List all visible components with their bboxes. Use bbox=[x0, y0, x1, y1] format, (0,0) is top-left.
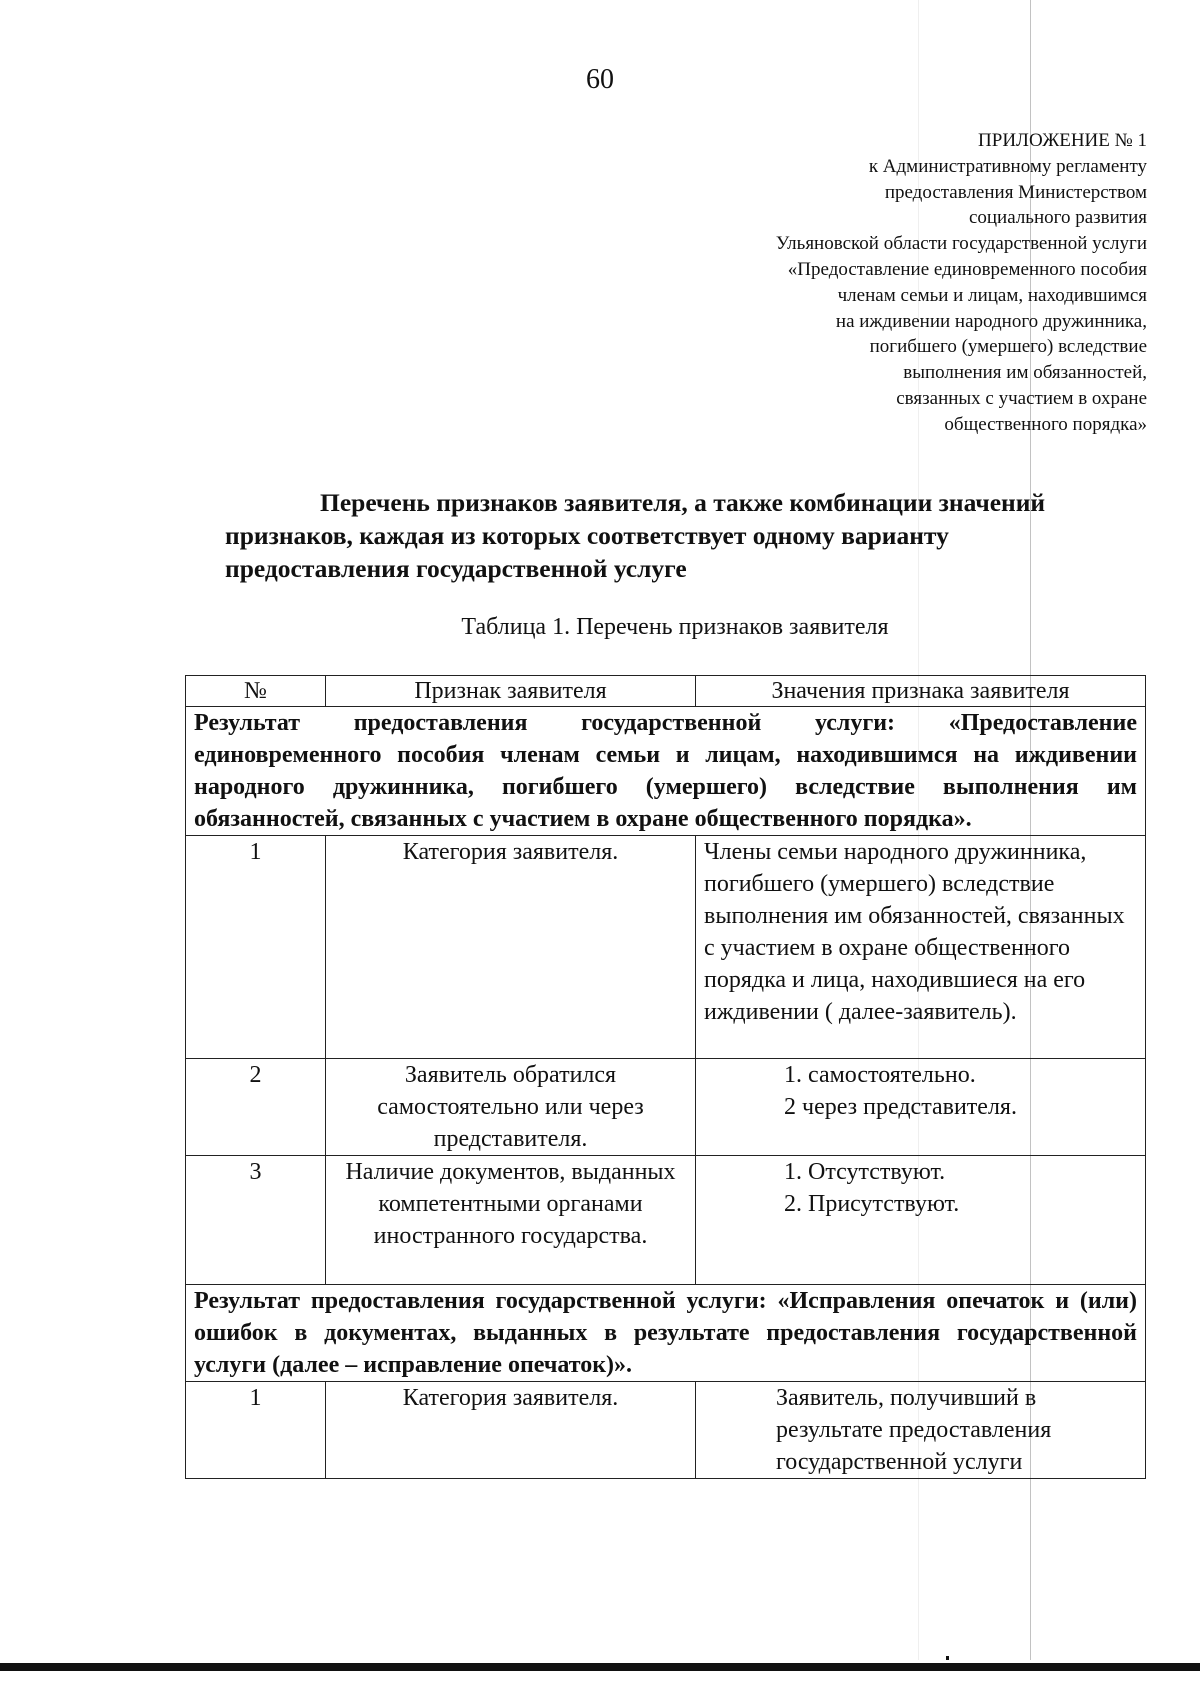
criteria-table-wrapper bbox=[185, 675, 1145, 1479]
table-row bbox=[186, 1382, 1146, 1479]
table-header-row bbox=[186, 676, 1146, 707]
row-criterion: Наличие документов, выданных компетентными органами иностранного государства. bbox=[326, 1156, 696, 1285]
appendix-line: общественного порядка» bbox=[944, 413, 1147, 435]
values-list bbox=[704, 1059, 1137, 1123]
appendix-line: предоставления Министерством bbox=[884, 181, 1147, 203]
appendix-line: членам семьи и лицам, находившимся bbox=[837, 284, 1147, 306]
appendix-line: на иждивении народного дружинника, bbox=[835, 310, 1147, 332]
heading-line: предоставления государственной услуге bbox=[225, 554, 687, 583]
row-criterion: Заявитель обратился самостоятельно или через представителя. bbox=[326, 1059, 696, 1156]
row-number: 3 bbox=[186, 1156, 326, 1285]
row-values: Заявитель, получивший в результате предоставления государственной услуги bbox=[696, 1382, 1146, 1479]
row-criterion: Категория заявителя. bbox=[326, 836, 696, 1059]
document-heading bbox=[225, 486, 1155, 585]
values-list-item: 1. Отсутствуют. bbox=[784, 1159, 946, 1185]
page-number: 60 bbox=[586, 64, 614, 95]
scan-speck bbox=[946, 1656, 949, 1660]
appendix-header bbox=[587, 128, 1147, 438]
row-number: 1 bbox=[186, 836, 326, 1059]
appendix-line: «Предоставление единовременного пособия bbox=[787, 258, 1147, 280]
appendix-line: к Административному регламенту bbox=[868, 155, 1147, 177]
section-1-result: Результат предоставления государственной услуги: «Предоставление единовременного пособия членам семьи и лицам, находившимся на иждивении народного дружинника, погибшего (умершего) вследствие выполнения им обязанностей, связанных с участием в охране общественного порядка». bbox=[186, 707, 1146, 836]
row-number: 2 bbox=[186, 1059, 326, 1156]
table-row bbox=[186, 1156, 1146, 1285]
section-result-row bbox=[186, 707, 1146, 836]
appendix-line: социального развития bbox=[968, 207, 1147, 229]
header-criterion: Признак заявителя bbox=[326, 676, 696, 707]
header-values: Значения признака заявителя bbox=[696, 676, 1146, 707]
header-number: № bbox=[186, 676, 326, 707]
values-list-item: 2 через представителя. bbox=[784, 1094, 1017, 1120]
table-row bbox=[186, 836, 1146, 1059]
section-result-row bbox=[186, 1285, 1146, 1382]
row-values bbox=[696, 1156, 1146, 1285]
values-list-item: 2. Присутствуют. bbox=[784, 1191, 960, 1217]
row-criterion: Категория заявителя. bbox=[326, 1382, 696, 1479]
appendix-line: ПРИЛОЖЕНИЕ № 1 bbox=[978, 130, 1147, 151]
appendix-line: Ульяновской области государственной услуги bbox=[775, 233, 1147, 255]
values-list-item: 1. самостоятельно. bbox=[784, 1062, 976, 1088]
row-number: 1 bbox=[186, 1382, 326, 1479]
section-2-result: Результат предоставления государственной услуги: «Исправления опечаток и (или) ошибок в документах, выданных в результате предоставления государственной услуги (далее – исправление опечаток)». bbox=[186, 1285, 1146, 1382]
heading-line: признаков, каждая из которых соответствует одному варианту bbox=[225, 521, 949, 550]
row-values bbox=[696, 1059, 1146, 1156]
appendix-line: погибшего (умершего) вследствие bbox=[869, 336, 1147, 358]
heading-line: Перечень признаков заявителя, а также комбинации значений bbox=[320, 488, 1046, 517]
appendix-line: выполнения им обязанностей, bbox=[903, 362, 1147, 384]
appendix-line: связанных с участием в охране bbox=[896, 387, 1147, 409]
criteria-table bbox=[185, 675, 1146, 1479]
values-list bbox=[704, 1156, 1137, 1220]
table-row bbox=[186, 1059, 1146, 1156]
row-values: Члены семьи народного дружинника, погибшего (умершего) вследствие выполнения им обязанностей, связанных с участием в охране общественного порядка и лица, находившиеся на его иждивении ( далее-заявитель). bbox=[696, 836, 1146, 1059]
table-caption: Таблица 1. Перечень признаков заявителя bbox=[461, 614, 889, 640]
scan-bottom-edge bbox=[0, 1663, 1200, 1671]
